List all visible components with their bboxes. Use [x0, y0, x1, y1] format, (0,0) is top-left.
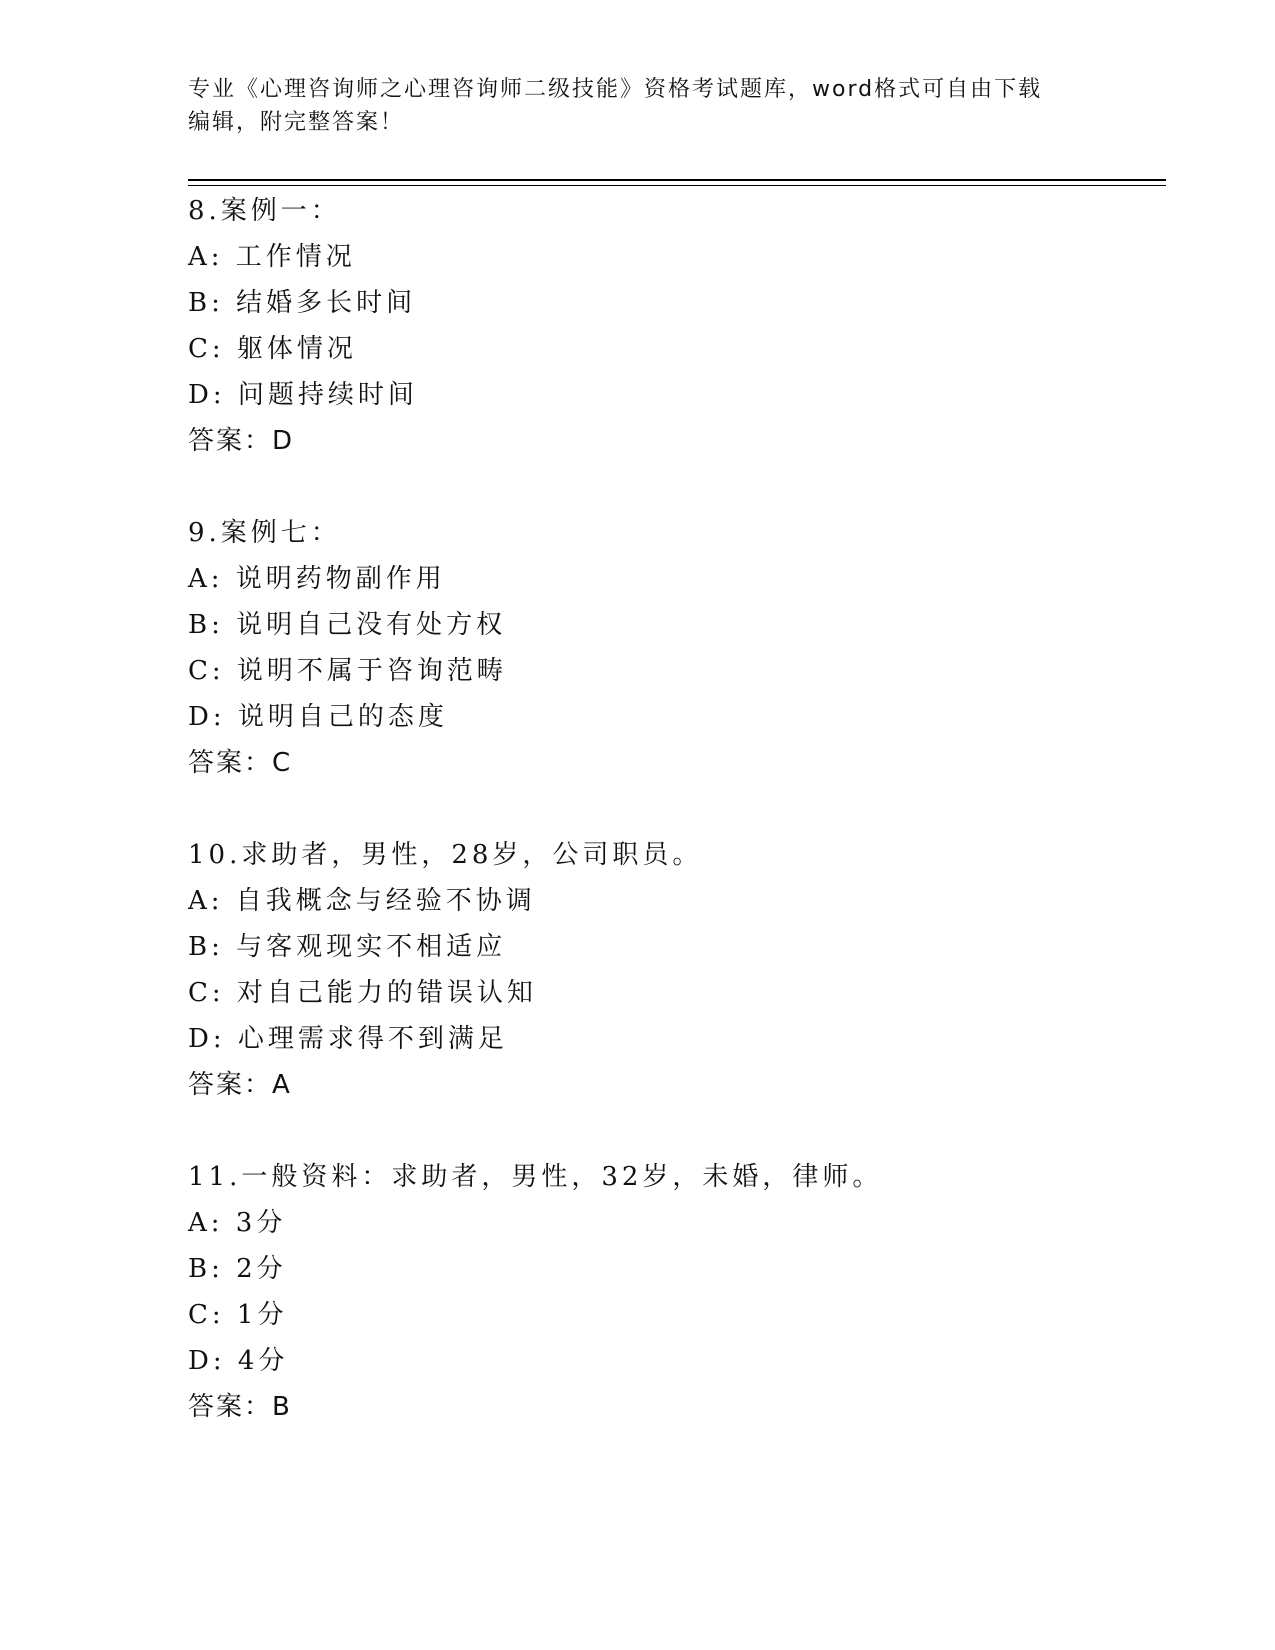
option-c: C: 躯体情况 — [188, 334, 357, 364]
option-d: D: 心理需求得不到满足 — [188, 1024, 508, 1054]
header-line-2: 编辑，附完整答案！ — [188, 110, 405, 135]
option-a: A: 3分 — [188, 1208, 287, 1238]
question-text: 8.案例一： — [188, 196, 341, 226]
option-b: B: 说明自己没有处方权 — [188, 610, 507, 640]
question-text: 9.案例七： — [188, 518, 341, 548]
answer-line: 答案：D — [188, 426, 295, 456]
header-line-1: 专业《心理咨询师之心理咨询师二级技能》资格考试题库，word格式可自由下载 — [188, 77, 1043, 102]
question-text: 10.求助者，男性，28岁，公司职员。 — [188, 840, 703, 870]
header-divider-thin — [188, 185, 1166, 186]
question-8 — [188, 188, 1148, 464]
answer-line: 答案：C — [188, 748, 293, 778]
question-list — [188, 188, 1148, 1476]
option-d: D: 说明自己的态度 — [188, 702, 448, 732]
answer-line: 答案：B — [188, 1392, 292, 1422]
question-text: 11.一般资料：求助者，男性，32岁，未婚，律师。 — [188, 1162, 883, 1192]
option-d: D: 问题持续时间 — [188, 380, 418, 410]
document-header — [188, 73, 1068, 139]
header-divider-thick — [188, 179, 1166, 181]
option-b: B: 与客观现实不相适应 — [188, 932, 507, 962]
question-11 — [188, 1154, 1148, 1430]
option-c: C: 1分 — [188, 1300, 288, 1330]
option-a: A: 自我概念与经验不协调 — [188, 886, 536, 916]
option-a: A: 说明药物副作用 — [188, 564, 446, 594]
option-c: C: 对自己能力的错误认知 — [188, 978, 537, 1008]
option-b: B: 结婚多长时间 — [188, 288, 417, 318]
option-a: A: 工作情况 — [188, 242, 356, 272]
answer-line: 答案：A — [188, 1070, 292, 1100]
option-b: B: 2分 — [188, 1254, 287, 1284]
option-c: C: 说明不属于咨询范畴 — [188, 656, 507, 686]
question-9 — [188, 510, 1148, 786]
question-10 — [188, 832, 1148, 1108]
option-d: D: 4分 — [188, 1346, 289, 1376]
